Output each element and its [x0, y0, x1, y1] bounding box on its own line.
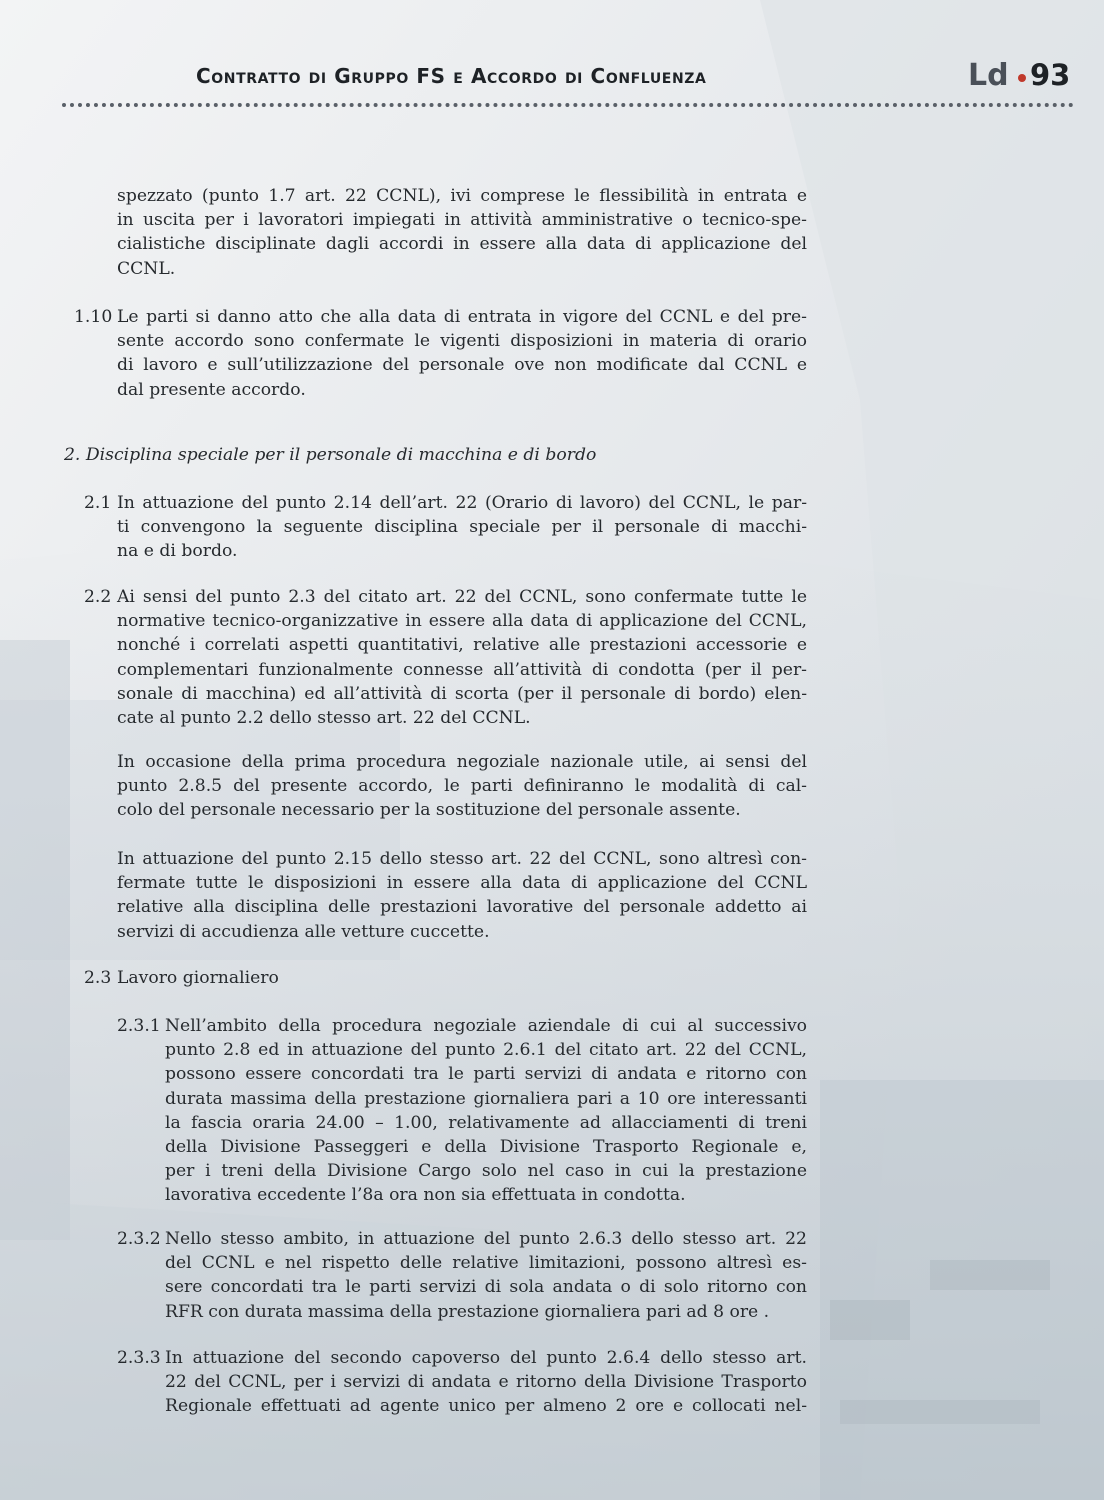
text-line: 22 del CCNL, per i servizi di andata e ritorno della Divisione Trasporto [165, 1372, 807, 1393]
text-line: fermate tutte le disposizioni in essere alla data di applicazione del CCNL [117, 873, 807, 894]
text-line: ti convengono la seguente disciplina speciale per il personale di macchi- [117, 517, 807, 538]
text-line: del CCNL e nel rispetto delle relative limitazioni, possono altresì es- [165, 1253, 807, 1274]
paragraph-number: 2.3.2 [117, 1229, 161, 1249]
paragraph-2-1 [117, 491, 807, 564]
paragraph-number: 2.3.3 [117, 1348, 161, 1368]
paragraph-2-2 [117, 585, 807, 730]
text-line: In attuazione del secondo capoverso del punto 2.6.4 dello stesso art. [165, 1348, 807, 1368]
text-line: sente accordo sono confermate le vigenti disposizioni in materia di orario [117, 331, 807, 352]
text-line: relative alla disciplina delle prestazioni lavorative del personale addetto ai [117, 897, 807, 918]
paragraph-number: 2.3 [84, 968, 112, 988]
paragraph-2-3-2 [165, 1227, 807, 1324]
paragraph-2-2-third [117, 847, 807, 944]
section-heading [64, 443, 824, 467]
text-line: In attuazione del punto 2.14 dell’art. 22 (Orario di lavoro) del CCNL, le par- [117, 493, 807, 513]
paragraph-number: 2.3.1 [117, 1016, 161, 1036]
running-header [64, 58, 1074, 102]
text-line: servizi di accudienza alle vetture cuccette. [117, 921, 490, 942]
text-line: na e di bordo. [117, 541, 238, 562]
text-line: cialistiche disciplinate dagli accordi in essere alla data di applicazione del [117, 234, 807, 255]
text-line: in uscita per i lavoratori impiegati in attività amministrative o tecnico-spe- [117, 210, 807, 231]
paragraph-number: 2.2 [84, 587, 112, 607]
text-line: Nello stesso ambito, in attuazione del punto 2.6.3 dello stesso art. 22 [165, 1229, 807, 1249]
text-line: complementari funzionalmente connesse all’attività di condotta (per il per- [117, 659, 807, 680]
paragraph-number: 1.10 [74, 307, 113, 327]
paragraph-2-3 [117, 966, 807, 990]
publication-logo [968, 58, 1009, 93]
paragraph-2-3-3 [165, 1346, 807, 1419]
text-line: di lavoro e sull’utilizzazione del personale ove non modificate dal CCNL e [117, 355, 807, 376]
header-bullet-dot [1018, 74, 1026, 82]
text-line: sere concordati tra le parti servizi di sola andata o di solo ritorno con [165, 1277, 807, 1298]
text-line: nonché i correlati aspetti quantitativi, relative alle prestazioni accessorie e [117, 635, 807, 656]
text-line: lavorativa eccedente l’8a ora non sia effettuata in condotta. [165, 1185, 686, 1206]
paragraph-number: 2.1 [84, 493, 112, 513]
text-line: RFR con durata massima della prestazione giornaliera pari ad 8 ore . [165, 1301, 770, 1322]
text-line: normative tecnico-organizzative in essere alla data di applicazione del CCNL, [117, 611, 807, 632]
text-line: la fascia oraria 24.00 – 1.00, relativamente ad allacciamenti di treni [165, 1112, 807, 1133]
text-line: dal presente accordo. [117, 379, 306, 400]
subsection-title: Lavoro giornaliero [117, 968, 279, 988]
text-line: durata massima della prestazione giornaliera pari a 10 ore interessanti [165, 1088, 807, 1109]
text-line: In attuazione del punto 2.15 dello stesso art. 22 del CCNL, sono altresì con- [117, 849, 807, 869]
text-line: cate al punto 2.2 dello stesso art. 22 del CCNL. [117, 708, 531, 729]
text-line: possono essere concordati tra le parti servizi di andata e ritorno con [165, 1064, 807, 1085]
text-line: CCNL. [117, 258, 176, 279]
text-line: colo del personale necessario per la sostituzione del personale assente. [117, 800, 741, 821]
text-line: Regionale effettuati ad agente unico per almeno 2 ore e collocati nel- [165, 1396, 807, 1417]
paragraph-1-10 [117, 305, 807, 402]
text-line: spezzato (punto 1.7 art. 22 CCNL), ivi comprese le flessibilità in entrata e [117, 186, 807, 206]
text-line: punto 2.8 ed in attuazione del punto 2.6.1 del citato art. 22 del CCNL, [165, 1040, 807, 1061]
text-line: punto 2.8.5 del presente accordo, le parti definiranno le modalità di cal- [117, 776, 807, 797]
continuation-paragraph [117, 184, 807, 281]
text-line: Nell’ambito della procedura negoziale aziendale di cui al successivo [165, 1016, 807, 1036]
paragraph-2-2-second [117, 750, 807, 823]
text-line: per i treni della Divisione Cargo solo nel caso in cui la prestazione [165, 1161, 807, 1182]
text-line: Le parti si danno atto che alla data di entrata in vigore del CCNL e del pre- [117, 307, 807, 327]
text-line: della Divisione Passeggeri e della Divisione Trasporto Regionale e, [165, 1137, 807, 1158]
header-title: Contratto di Gruppo FS e Accordo di Confluenza [196, 64, 707, 88]
text-line: In occasione della prima procedura negoziale nazionale utile, ai sensi del [117, 752, 807, 772]
paragraph-2-3-1 [165, 1014, 807, 1208]
section-heading-text: 2. Disciplina speciale per il personale di macchina e di bordo [64, 445, 597, 465]
text-line: sonale di macchina) ed all’attività di scorta (per il personale di bordo) elen- [117, 683, 807, 704]
header-dotted-rule [62, 103, 1074, 107]
page-number: 93 [1030, 58, 1071, 92]
logo-text: Ld [968, 58, 1009, 93]
text-line: Ai sensi del punto 2.3 del citato art. 22 del CCNL, sono confermate tutte le [117, 587, 807, 607]
